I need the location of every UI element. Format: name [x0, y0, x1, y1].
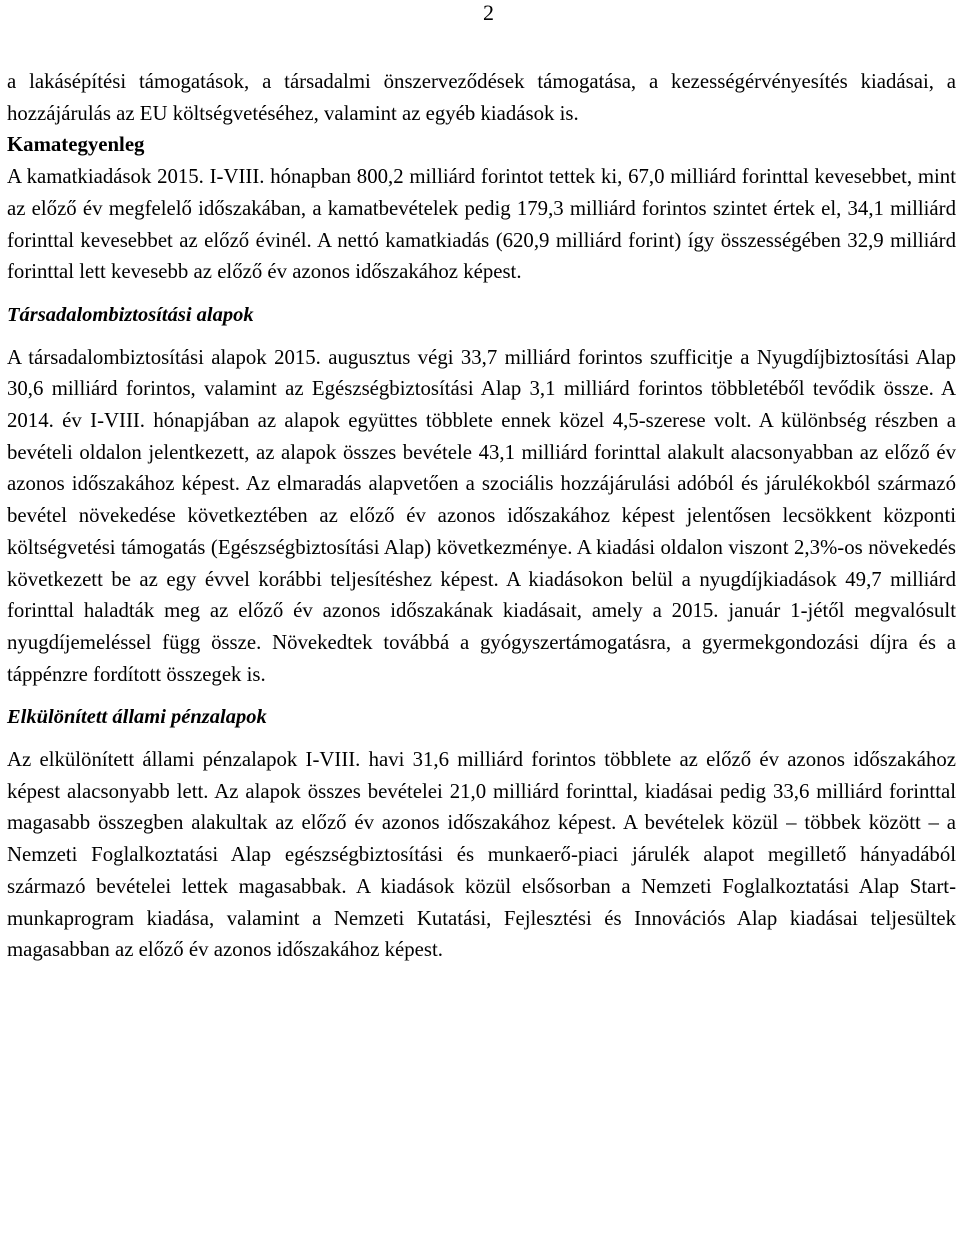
section-heading-kamategyenleg: Kamategyenleg	[7, 133, 145, 157]
section-heading-elkulonitett-allami-penzalapok: Elkülönített állami pénzalapok	[7, 706, 267, 729]
elkulonitett-paragraph: Az elkülönített állami pénzalapok I-VIII. havi 31,6 milliárd forintos többlete az előző év azonos időszakához képest alacsonyabb lett. Az alapok összes bevételei 21,0 milliárd forinttal, kiadásai pedig 33,6 milliárd forinttal magasabb összegben alakultak az előző év azonos időszakához képest. A bevételek közül – többek között – a Nemzeti Foglalkoztatási Alap egészségbiztosítási és munkaerő-piaci járulék alapot megillető hányadából származó bevételei lettek magasabbak. A kiadások közül elsősorban a Nemzeti Foglalkoztatási Alap Start-munkaprogram kiadása, valamint a Nemzeti Kutatási, Fejlesztési és Innovációs Alap kiadásai teljesültek magasabban az előző év azonos időszakához képest.	[7, 748, 956, 962]
kamategyenleg-paragraph: A kamatkiadások 2015. I-VIII. hónapban 800,2 milliárd forintot tettek ki, 67,0 milliárd forinttal kevesebbet, mint az előző év megfelelő időszakában, a kamatbevételek pedig 179,3 milliárd forintos szintet értek el, 34,1 milliárd forinttal kevesebbet az előző évinél. A nettó kamatkiadás (620,9 milliárd forint) így összességében 32,9 milliárd forinttal lett kevesebb az előző év azonos időszakához képest.	[7, 165, 956, 284]
intro-paragraph: a lakásépítési támogatások, a társadalmi önszerveződések támogatása, a kezességérvényesítés kiadásai, a hozzájárulás az EU költségvetéséhez, valamint az egyéb kiadások is.	[7, 70, 956, 125]
page-number: 2	[483, 0, 494, 25]
document-body	[7, 66, 956, 966]
tarsadalombiztositasi-paragraph: A társadalombiztosítási alapok 2015. augusztus végi 33,7 milliárd forintos szufficitje a Nyugdíjbiztosítási Alap 30,6 milliárd forintos, valamint az Egészségbiztosítási Alap 3,1 milliárd forintos többletéből tevődik össze. A 2014. év I-VIII. hónapjában az alapok együttes többlete ennek közel 4,5-szerese volt. A különbség részben a bevételi oldalon jelentkezett, az alapok összes bevétele 43,1 milliárd forinttal alakult alacsonyabban az előző év azonos időszakához képest. Az elmaradás alapvetően a szociális hozzájárulási adóból és járulékokból származó bevétel növekedése következtében az előző év azonos időszakához képest jelentősen lecsökkent központi költségvetési támogatás (Egészségbiztosítási Alap) következménye. A kiadási oldalon viszont 2,3%-os növekedés következett be az egy évvel korábbi teljesítéshez képest. A kiadásokon belül a nyugdíjkiadások 49,7 milliárd forinttal haladták meg az előző év azonos időszakának kiadásait, amely a 2015. január 1-jétől megvalósult nyugdíjemeléssel függ össze. Növekedtek továbbá a gyógyszertámogatásra, a gyermekgondozási díjra és a táppénzre fordított összegek is.	[7, 345, 956, 686]
section-heading-tarsadalombiztositasi-alapok: Társadalombiztosítási alapok	[7, 303, 254, 326]
